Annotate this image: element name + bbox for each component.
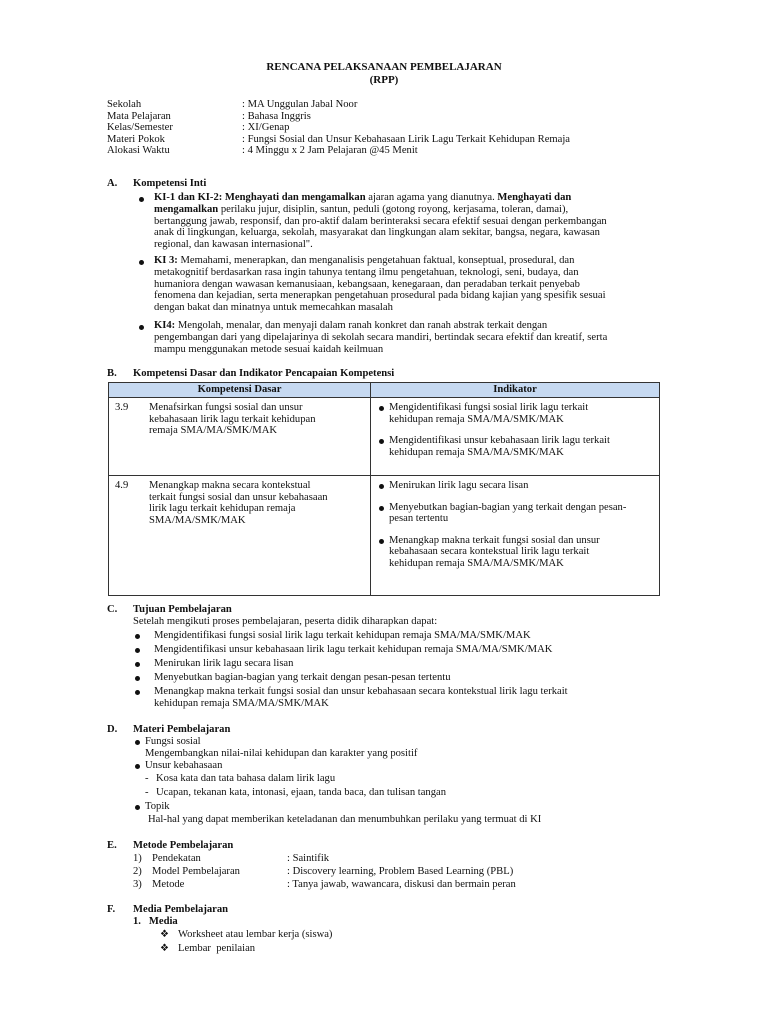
media-item: Lembar penilaian — [178, 943, 256, 954]
materi-fungsi: Fungsi sosial — [145, 736, 201, 747]
ki12-bold: Menghayati dan — [497, 192, 572, 203]
identity-value: : XI/Genap — [242, 122, 290, 134]
indicator-cell — [371, 398, 660, 476]
bullet-icon — [379, 506, 384, 511]
identity-key: Alokasi Waktu — [107, 145, 170, 157]
bullet-icon — [135, 676, 140, 681]
indicator-line: kebahasaan secara kontekstual lirik lagu terkait — [389, 546, 590, 558]
section-letter: E. — [107, 840, 117, 851]
tujuan-item: Mengidentifikasi fungsi sosial lirik lagu terkait kehidupan remaja SMA/MA/SMK/MAK — [154, 630, 531, 641]
table-header-row — [109, 383, 660, 398]
header-indikator: Indikator — [371, 383, 660, 398]
ki3-line: metakognitif berdasarkan rasa ingin tahunya tentang ilmu pengetahuan, teknologi, seni, budaya, dan — [154, 266, 579, 278]
tujuan-intro: Setelah mengikuti proses pembelajaran, peserta didik diharapkan dapat: — [133, 616, 438, 627]
section-letter: C. — [107, 604, 118, 615]
metode-value: : Tanya jawab, wawancara, diskusi dan bermain peran — [287, 879, 516, 890]
kd-line: terkait fungsi sosial dan unsur kebahasaan — [149, 491, 328, 503]
indicator-item — [371, 435, 659, 458]
section-title: Materi Pembelajaran — [133, 724, 231, 735]
ki4-bold-label: KI4: — [154, 320, 176, 331]
indicator-item — [371, 535, 659, 570]
media-subheading: 1. Media — [133, 916, 178, 927]
ki12-line: anak di lingkungan, keluarga, sekolah, masyarakat dan lingkungan alam sekitar, bangsa, negara, kawasan — [154, 227, 600, 239]
tujuan-item-continued: kehidupan remaja SMA/MA/SMK/MAK — [154, 698, 329, 709]
diamond-bullet-icon: ❖ — [160, 943, 169, 954]
identity-row — [107, 122, 667, 134]
kd-cell — [109, 398, 371, 476]
ki3-line: humaniora dengan wawasan kemanusiaan, kebangsaan, kenegaraan, dan peradaban terkait penyebab — [154, 278, 580, 290]
identity-value: : MA Unggulan Jabal Noor — [242, 99, 358, 110]
identity-block — [107, 99, 667, 157]
kd-line: kebahasaan lirik lagu terkait kehidupan — [149, 413, 316, 425]
indicator-line: pesan tertentu — [389, 513, 449, 525]
ki12-line: regional, dan kawasan internasional". — [154, 239, 313, 251]
ki12-text: ajaran agama yang dianutnya. — [365, 192, 498, 203]
bullet-icon — [379, 539, 384, 544]
indicator-line: Menirukan lirik lagu secara lisan — [389, 480, 529, 491]
diamond-bullet-icon: ❖ — [160, 929, 169, 940]
tujuan-item: Menyebutkan bagian-bagian yang terkait dengan pesan-pesan tertentu — [154, 672, 451, 683]
kd-line: Menafsirkan fungsi sosial dan unsur — [149, 402, 303, 413]
identity-row — [107, 111, 667, 123]
ki4-line: pengembangan dari yang dipelajarinya di sekolah secara mandiri, bertindak secara efektif dan kreatif, serta — [154, 331, 608, 343]
indicator-item — [371, 502, 659, 525]
materi-topik: Topik — [145, 801, 170, 812]
doc-title: RENCANA PELAKSANAAN PEMBELAJARAN — [266, 61, 502, 73]
indicator-line: Mengidentifikasi fungsi sosial lirik lagu terkait — [389, 402, 589, 413]
ki-4-paragraph — [154, 320, 674, 355]
metode-number: 3) — [133, 879, 142, 890]
indicator-line: Mengidentifikasi unsur kebahasaan lirik lagu terkait — [389, 435, 610, 447]
bullet-icon — [139, 325, 144, 330]
bullet-icon — [379, 484, 384, 489]
indicator-item — [371, 480, 659, 492]
materi-unsur: Unsur kebahasaan — [145, 760, 223, 771]
indicator-item — [371, 402, 659, 425]
tujuan-item: Menangkap makna terkait fungsi sosial dan unsur kebahasaan secara kontekstual lirik lagu terkait — [154, 686, 568, 697]
tujuan-item: Mengidentifikasi unsur kebahasaan lirik lagu terkait kehidupan remaja SMA/MA/SMK/MAK — [154, 644, 553, 655]
kd-number: 4.9 — [115, 480, 129, 491]
materi-unsur-item: Ucapan, tekanan kata, intonasi, ejaan, tanda baca, dan tulisan tangan — [156, 787, 447, 798]
ki12-bold-label: KI-1 dan KI-2: Menghayati dan mengamalkan — [154, 192, 366, 203]
section-a-heading — [107, 178, 206, 190]
ki4-line: mampu menggunakan metode sesuai kaidah keilmuan — [154, 343, 384, 355]
indicator-line: kehidupan remaja SMA/MA/SMK/MAK — [389, 557, 564, 569]
indicator-line: kehidupan remaja SMA/MA/SMK/MAK — [389, 446, 564, 458]
metode-key: Metode — [152, 879, 185, 890]
ki12-text: perilaku jujur, disiplin, santun, peduli (gotong royong, kerjasama, toleran, damai), — [218, 203, 569, 215]
ki-3-paragraph — [154, 255, 674, 314]
section-title: Tujuan Pembelajaran — [133, 604, 232, 615]
bullet-icon — [379, 439, 384, 444]
ki12-line: bertanggung jawab, responsif, dan pro-aktif dalam berinteraksi secara efektif sesuai dengan perkembangan — [154, 215, 607, 227]
bullet-icon — [135, 805, 140, 810]
indicator-cell — [371, 476, 660, 596]
table-row — [109, 476, 660, 596]
ki3-line: fenomena dan kejadian, serta menerapkan pengetahuan prosedural pada bidang kajian yang spesifik sesuai — [154, 290, 606, 302]
ki3-line: dengan bakat dan minatnya untuk memecahkan masalah — [154, 302, 393, 314]
section-letter: D. — [107, 724, 118, 735]
metode-key: Pendekatan — [152, 853, 201, 864]
metode-key: Model Pembelajaran — [152, 866, 240, 877]
kd-line: remaja SMA/MA/SMK/MAK — [149, 425, 278, 437]
section-f-heading — [107, 904, 228, 916]
ki-1-2-paragraph — [154, 192, 674, 251]
section-letter: B. — [107, 368, 117, 379]
kd-text — [149, 480, 364, 526]
section-c-heading — [107, 604, 232, 616]
identity-key: Mata Pelajaran — [107, 110, 171, 122]
kd-line: SMA/MA/SMK/MAK — [149, 514, 246, 526]
ki3-bold-label: KI 3: — [154, 255, 178, 266]
identity-value: : Fungsi Sosial dan Unsur Kebahasaan Lirik Lagu Terkait Kehidupan Remaja — [242, 133, 570, 145]
kd-number: 3.9 — [115, 402, 129, 413]
section-e-heading — [107, 840, 233, 852]
dash-icon: - — [145, 773, 149, 784]
doc-subtitle: (RPP) — [369, 74, 399, 86]
indicator-line: Menyebutkan bagian-bagian yang terkait dengan pesan- — [389, 501, 627, 513]
materi-unsur-item: Kosa kata dan tata bahasa dalam lirik lagu — [156, 773, 336, 784]
bullet-icon — [139, 197, 144, 202]
kd-line: lirik lagu terkait kehidupan remaja — [149, 503, 296, 515]
indicator-line: kehidupan remaja SMA/MA/SMK/MAK — [389, 413, 564, 425]
kd-line: Menangkap makna secara kontekstual — [149, 480, 311, 491]
metode-number: 2) — [133, 866, 142, 877]
bullet-icon — [135, 690, 140, 695]
tujuan-item: Menirukan lirik lagu secara lisan — [154, 658, 294, 669]
ki3-text: Memahami, menerapkan, dan menganalisis pengetahuan faktual, konseptual, prosedural, dan — [177, 255, 575, 266]
bullet-icon — [135, 662, 140, 667]
identity-row — [107, 134, 667, 146]
section-d-heading — [107, 724, 230, 736]
section-title: Media Pembelajaran — [133, 904, 229, 915]
header-kompetensi-dasar: Kompetensi Dasar — [109, 383, 371, 398]
bullet-icon — [135, 634, 140, 639]
identity-value: : 4 Minggu x 2 Jam Pelajaran @45 Menit — [242, 145, 418, 157]
bullet-icon — [135, 764, 140, 769]
metode-value: : Discovery learning, Problem Based Learning (PBL) — [287, 866, 514, 877]
section-title: Metode Pembelajaran — [133, 840, 234, 851]
section-title: Kompetensi Dasar dan Indikator Pencapaian Kompetensi — [133, 368, 395, 379]
section-letter: A. — [107, 178, 118, 189]
kd-text — [149, 402, 364, 437]
materi-fungsi-desc: Mengembangkan nilai-nilai kehidupan dan karakter yang positif — [145, 748, 418, 759]
identity-key: Kelas/Semester — [107, 122, 173, 134]
section-title: Kompetensi Inti — [133, 178, 207, 189]
identity-value: : Bahasa Inggris — [242, 110, 311, 122]
bullet-icon — [135, 648, 140, 653]
bullet-icon — [135, 740, 140, 745]
materi-topik-desc: Hal-hal yang dapat memberikan keteladanan dan menumbuhkan perilaku yang termuat di KI — [148, 814, 542, 825]
metode-number: 1) — [133, 853, 142, 864]
dash-icon: - — [145, 787, 149, 798]
identity-row — [107, 145, 667, 157]
ki12-bold: mengamalkan — [154, 203, 219, 215]
identity-key: Sekolah — [107, 99, 142, 110]
section-b-heading — [107, 368, 394, 380]
bullet-icon — [139, 260, 144, 265]
media-item: Worksheet atau lembar kerja (siswa) — [178, 929, 333, 940]
table-row — [109, 398, 660, 476]
bullet-icon — [379, 406, 384, 411]
indicator-line: Menangkap makna terkait fungsi sosial dan unsur — [389, 534, 600, 546]
kd-cell — [109, 476, 371, 596]
section-letter: F. — [107, 904, 116, 915]
competency-table — [108, 382, 660, 596]
identity-row — [107, 99, 667, 111]
identity-key: Materi Pokok — [107, 133, 165, 145]
ki4-text: Mengolah, menalar, dan menyaji dalam ranah konkret dan ranah abstrak terkait dengan — [175, 320, 548, 331]
metode-value: : Saintifik — [287, 853, 330, 864]
